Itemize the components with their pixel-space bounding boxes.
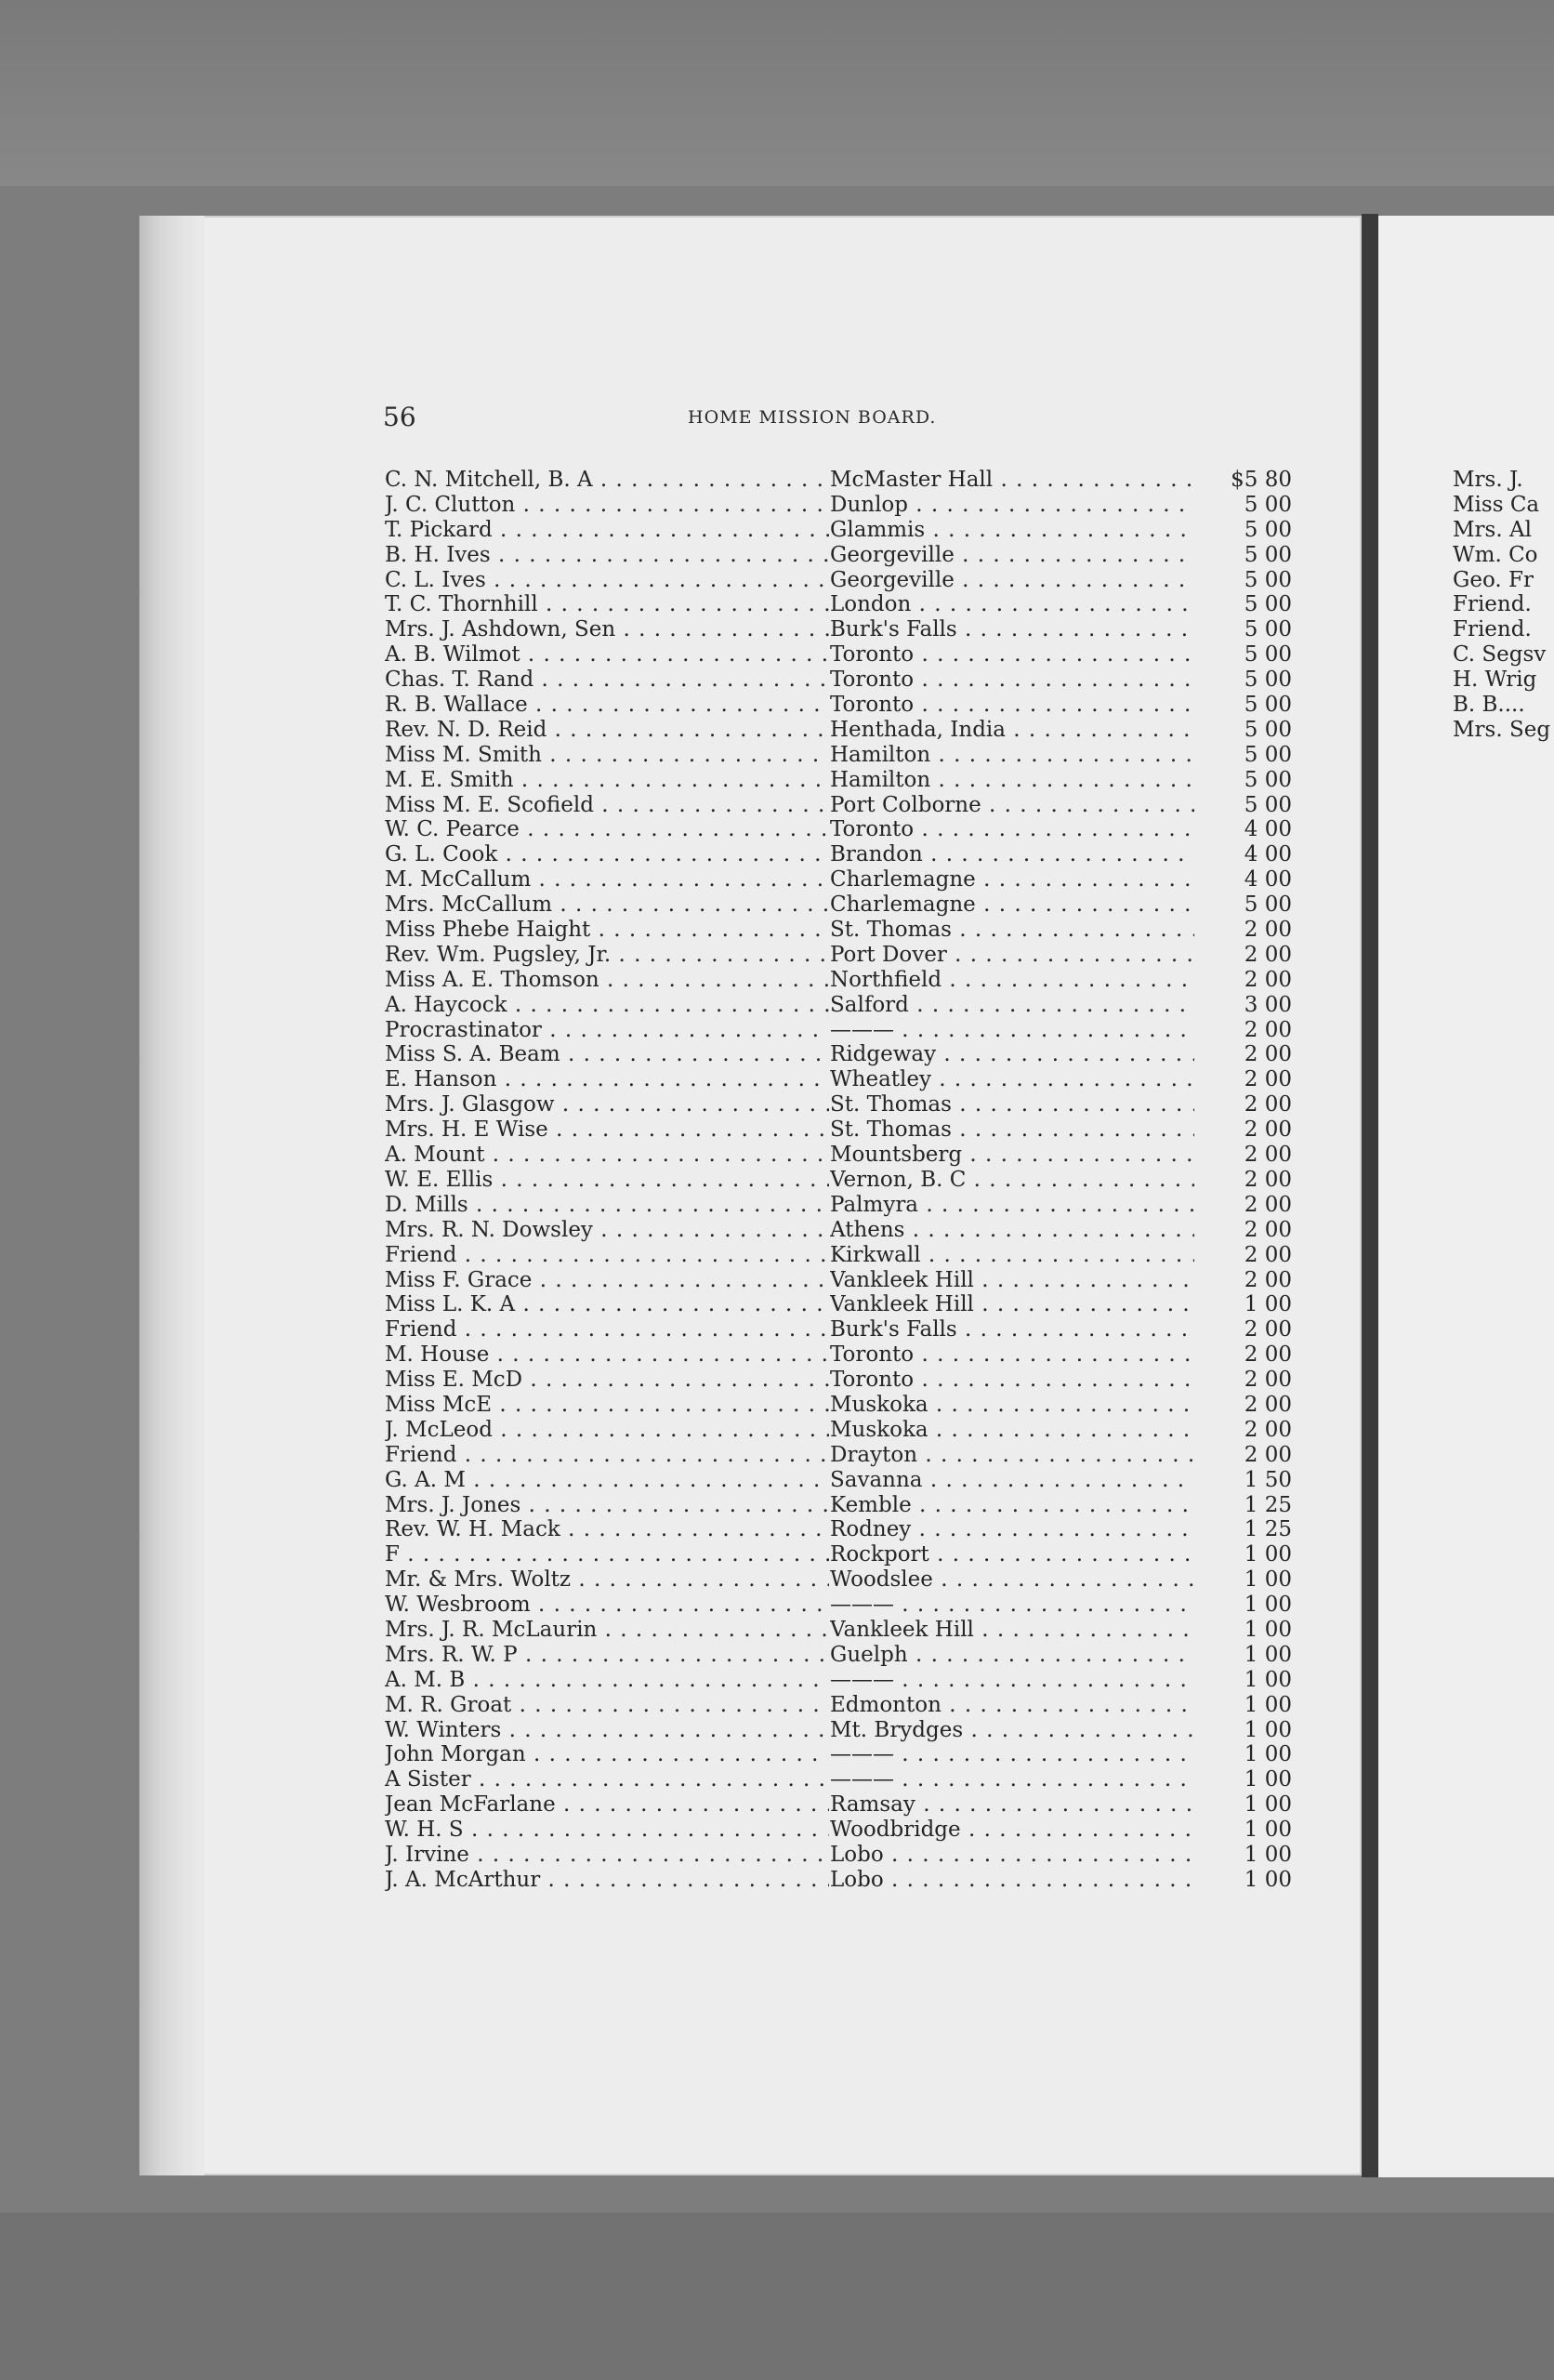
ledger-row <box>385 1767 1303 1792</box>
contributor-name: Miss A. E. Thomson . . . <box>385 968 829 993</box>
contribution-amount: 1 00 <box>1244 1717 1292 1742</box>
contributor-place: Toronto . . . <box>830 693 1194 718</box>
contributor-place: Northfield . . . <box>830 968 1194 993</box>
contributor-place: Rockport . . . <box>830 1542 1194 1567</box>
ledger-row <box>385 817 1303 842</box>
contribution-amount: 1 00 <box>1244 1667 1292 1692</box>
ledger-row <box>385 1493 1303 1518</box>
contributor-place: Lobo . . . <box>830 1843 1194 1868</box>
contribution-amount: 1 25 <box>1244 1492 1292 1517</box>
contribution-amount: 2 00 <box>1244 1442 1292 1467</box>
contribution-amount: 2 00 <box>1244 1217 1292 1242</box>
contributor-name: Rev. N. D. Reid . . . <box>385 718 829 743</box>
book-gutter <box>1362 214 1378 2177</box>
scan-background-bottom <box>0 2213 1554 2380</box>
ledger-row <box>385 1668 1303 1693</box>
ledger-row <box>385 743 1303 768</box>
ledger-row <box>385 543 1303 568</box>
contributor-name: G. L. Cook . . . <box>385 842 829 867</box>
contributor-place: Ridgeway . . . <box>830 1042 1194 1067</box>
ledger-row <box>385 1843 1303 1868</box>
contribution-amount: 2 00 <box>1244 1167 1292 1192</box>
contribution-amount: 2 00 <box>1244 942 1292 967</box>
contribution-amount: 5 00 <box>1244 617 1292 642</box>
contribution-amount: 2 00 <box>1244 1067 1292 1092</box>
ledger-row <box>385 668 1303 693</box>
contribution-amount: 2 00 <box>1244 1092 1292 1117</box>
ledger-row <box>385 1618 1303 1643</box>
contribution-amount: 2 00 <box>1244 1242 1292 1267</box>
contributor-name: W. Winters . . . <box>385 1718 829 1743</box>
contribution-amount: 3 00 <box>1244 992 1292 1017</box>
contributor-place: ——— . . . <box>830 1742 1194 1767</box>
contributor-name: A Sister . . . <box>385 1767 829 1792</box>
contributor-place: Ramsay . . . <box>830 1792 1194 1818</box>
ledger-row <box>385 1418 1303 1443</box>
contributor-place: Vernon, B. C . . . <box>830 1168 1194 1193</box>
ledger-row <box>385 493 1303 518</box>
page-edge-shading <box>139 216 204 2175</box>
page-title: HOME MISSION BOARD. <box>688 407 937 428</box>
contributor-place: St. Thomas . . . <box>830 1117 1194 1143</box>
contributor-place: ——— . . . <box>830 1767 1194 1792</box>
ledger-row <box>385 867 1303 892</box>
facing-page-entry: Mrs. J. <box>1453 468 1523 492</box>
contributor-name: Mrs. J. Glasgow . . . <box>385 1092 829 1117</box>
ledger-row <box>385 518 1303 543</box>
contributor-place: Athens . . . <box>830 1218 1194 1243</box>
contribution-amount: 1 00 <box>1244 1867 1292 1892</box>
contribution-amount: 4 00 <box>1244 842 1292 867</box>
contributor-name: Mrs. McCallum . . . <box>385 892 829 918</box>
ledger-row <box>385 1168 1303 1193</box>
contribution-amount: 5 00 <box>1244 668 1292 693</box>
contributor-name: Miss L. K. A . . . <box>385 1292 829 1317</box>
ledger-row <box>385 1042 1303 1067</box>
ledger-row <box>385 1117 1303 1143</box>
facing-page-list <box>1453 468 1550 743</box>
contributor-place: Port Dover . . . <box>830 943 1194 968</box>
contribution-amount: 4 00 <box>1244 867 1292 892</box>
contribution-amount: 1 00 <box>1244 1292 1292 1317</box>
contributor-name: J. C. Clutton . . . <box>385 493 829 518</box>
contributor-name: T. C. Thornhill . . . <box>385 592 829 617</box>
ledger-row <box>385 1593 1303 1618</box>
contribution-amount: 1 00 <box>1244 1617 1292 1642</box>
contribution-amount: 5 00 <box>1244 693 1292 718</box>
contributor-name: Miss Phebe Haight . . . <box>385 918 829 943</box>
contributor-name: A. Haycock . . . <box>385 993 829 1018</box>
contribution-amount: 4 00 <box>1244 817 1292 842</box>
contribution-amount: 2 00 <box>1244 1368 1292 1393</box>
ledger-row <box>385 1067 1303 1092</box>
contribution-amount: 2 00 <box>1244 1342 1292 1368</box>
contribution-amount: 5 00 <box>1244 742 1292 767</box>
contributor-name: Rev. W. H. Mack . . . <box>385 1517 829 1542</box>
contributor-place: Georgeville . . . <box>830 568 1194 593</box>
contributor-name: Miss F. Grace . . . <box>385 1268 829 1293</box>
contribution-amount: 2 00 <box>1244 1042 1292 1067</box>
facing-page-entry: B. B.... <box>1453 693 1525 718</box>
contributor-place: Henthada, India . . . <box>830 718 1194 743</box>
contributor-name: D. Mills . . . <box>385 1193 829 1218</box>
facing-page-entry: Wm. Co <box>1453 542 1538 567</box>
contribution-amount: 1 25 <box>1244 1517 1292 1542</box>
facing-page-entry: Mrs. Seg <box>1453 717 1551 742</box>
facing-page-entry: C. Segsv <box>1453 642 1547 668</box>
contributor-place: ——— . . . <box>830 1593 1194 1618</box>
contributor-name: F . . . <box>385 1542 829 1567</box>
ledger-row <box>385 1342 1303 1368</box>
contributor-name: W. C. Pearce . . . <box>385 817 829 842</box>
contribution-amount: 2 00 <box>1244 1417 1292 1442</box>
contributor-name: J. Irvine . . . <box>385 1843 829 1868</box>
ledger-row <box>385 468 1303 493</box>
contribution-amount: 5 00 <box>1244 642 1292 668</box>
scan-background-top <box>0 0 1554 214</box>
contributor-name: M. McCallum . . . <box>385 867 829 892</box>
contribution-amount: 2 00 <box>1244 1267 1292 1292</box>
ledger-row <box>385 617 1303 642</box>
contributor-place: ——— . . . <box>830 1668 1194 1693</box>
contributor-place: Kirkwall . . . <box>830 1243 1194 1268</box>
ledger-row <box>385 793 1303 818</box>
contributor-place: Glammis . . . <box>830 518 1194 543</box>
contribution-amount: $5 80 <box>1231 468 1292 492</box>
contributor-place: Woodbridge . . . <box>830 1818 1194 1843</box>
contributor-name: M. E. Smith . . . <box>385 768 829 793</box>
contributor-place: Muskoka . . . <box>830 1393 1194 1418</box>
contribution-amount: 1 00 <box>1244 1593 1292 1618</box>
ledger-row <box>385 1792 1303 1818</box>
contributor-place: Palmyra . . . <box>830 1193 1194 1218</box>
contributor-name: Miss S. A. Beam . . . <box>385 1042 829 1067</box>
contributor-name: Mrs. J. Jones . . . <box>385 1493 829 1518</box>
ledger-row <box>385 718 1303 743</box>
contributor-name: Chas. T. Rand . . . <box>385 668 829 693</box>
contribution-amount: 5 00 <box>1244 592 1292 617</box>
contributor-name: M. House . . . <box>385 1342 829 1368</box>
ledger-row <box>385 642 1303 668</box>
contribution-amount: 1 00 <box>1244 1742 1292 1767</box>
contributor-place: Hamilton . . . <box>830 768 1194 793</box>
contributor-place: Kemble . . . <box>830 1493 1194 1518</box>
contributor-name: Rev. Wm. Pugsley, Jr. . . . <box>385 943 829 968</box>
contribution-amount: 5 00 <box>1244 492 1292 517</box>
contributor-name: B. H. Ives . . . <box>385 543 829 568</box>
running-head <box>383 402 1312 433</box>
contribution-amount: 5 00 <box>1244 792 1292 817</box>
contributor-name: Miss E. McD . . . <box>385 1368 829 1393</box>
contribution-amount: 5 00 <box>1244 767 1292 792</box>
contributor-name: E. Hanson . . . <box>385 1067 829 1092</box>
contributor-name: C. N. Mitchell, B. A . . . <box>385 468 829 493</box>
contributor-name: J. A. McArthur . . . <box>385 1868 829 1893</box>
ledger-row <box>385 1567 1303 1593</box>
facing-page-entry: H. Wrig <box>1453 668 1537 693</box>
contributor-name: Mrs. H. E Wise . . . <box>385 1117 829 1143</box>
ledger-row <box>385 693 1303 718</box>
contributor-name: Friend . . . <box>385 1243 829 1268</box>
contributor-place: St. Thomas . . . <box>830 918 1194 943</box>
contribution-list <box>385 468 1303 1893</box>
ledger-row <box>385 1443 1303 1468</box>
ledger-row <box>385 1468 1303 1493</box>
contributor-name: Procrastinator . . . <box>385 1018 829 1043</box>
contributor-name: Mrs. J. Ashdown, Sen . . . <box>385 617 829 642</box>
contributor-place: Charlemagne . . . <box>830 867 1194 892</box>
ledger-row <box>385 842 1303 867</box>
contributor-place: Port Colborne . . . <box>830 793 1194 818</box>
contributor-place: Toronto . . . <box>830 1368 1194 1393</box>
contributor-name: A. B. Wilmot . . . <box>385 642 829 668</box>
contributor-name: R. B. Wallace . . . <box>385 693 829 718</box>
page-number: 56 <box>383 402 416 432</box>
contributor-name: W. Wesbroom . . . <box>385 1593 829 1618</box>
ledger-row <box>385 1092 1303 1117</box>
ledger-row <box>385 1693 1303 1718</box>
contributor-place: Toronto . . . <box>830 642 1194 668</box>
ledger-row <box>385 1243 1303 1268</box>
ledger-row <box>385 1018 1303 1043</box>
contributor-place: Woodslee . . . <box>830 1567 1194 1593</box>
contributor-name: Jean McFarlane . . . <box>385 1792 829 1818</box>
contributor-place: Toronto . . . <box>830 817 1194 842</box>
ledger-row <box>385 1193 1303 1218</box>
contributor-place: Mountsberg . . . <box>830 1143 1194 1168</box>
ledger-row <box>385 1317 1303 1342</box>
contribution-amount: 1 00 <box>1244 1642 1292 1667</box>
contribution-amount: 1 50 <box>1244 1467 1292 1492</box>
ledger-row <box>385 1143 1303 1168</box>
contributor-place: Georgeville . . . <box>830 543 1194 568</box>
contributor-place: Drayton . . . <box>830 1443 1194 1468</box>
contribution-amount: 1 00 <box>1244 1818 1292 1843</box>
contributor-name: M. R. Groat . . . <box>385 1693 829 1718</box>
contributor-place: Vankleek Hill . . . <box>830 1292 1194 1317</box>
ledger-row <box>385 1292 1303 1317</box>
contributor-name: Mrs. R. N. Dowsley . . . <box>385 1218 829 1243</box>
ledger-row <box>385 1643 1303 1668</box>
facing-page-entry: Friend. <box>1453 617 1532 642</box>
contributor-place: Savanna . . . <box>830 1468 1194 1493</box>
contributor-place: Dunlop . . . <box>830 493 1194 518</box>
contributor-name: Mrs. J. R. McLaurin . . . <box>385 1618 829 1643</box>
facing-page-entry: Mrs. Al <box>1453 517 1532 542</box>
ledger-row <box>385 918 1303 943</box>
contributor-place: Edmonton . . . <box>830 1693 1194 1718</box>
contributor-name: Miss M. Smith . . . <box>385 743 829 768</box>
ledger-row <box>385 768 1303 793</box>
ledger-row <box>385 1268 1303 1293</box>
contributor-place: Toronto . . . <box>830 1342 1194 1368</box>
contributor-place: Rodney . . . <box>830 1517 1194 1542</box>
contributor-place: Vankleek Hill . . . <box>830 1618 1194 1643</box>
ledger-row <box>385 1818 1303 1843</box>
contributor-place: ——— . . . <box>830 1018 1194 1043</box>
contribution-amount: 5 00 <box>1244 717 1292 742</box>
contributor-name: Miss McE . . . <box>385 1393 829 1418</box>
contribution-amount: 5 00 <box>1244 892 1292 918</box>
ledger-row <box>385 592 1303 617</box>
contribution-amount: 2 00 <box>1244 967 1292 992</box>
contributor-place: Burk's Falls . . . <box>830 617 1194 642</box>
contribution-amount: 1 00 <box>1244 1567 1292 1593</box>
contribution-amount: 1 00 <box>1244 1542 1292 1567</box>
contribution-amount: 1 00 <box>1244 1767 1292 1792</box>
contribution-amount: 1 00 <box>1244 1842 1292 1867</box>
contributor-name: W. H. S . . . <box>385 1818 829 1843</box>
contributor-name: Friend . . . <box>385 1317 829 1342</box>
contribution-amount: 2 00 <box>1244 1017 1292 1042</box>
ledger-row <box>385 1542 1303 1567</box>
contribution-amount: 1 00 <box>1244 1792 1292 1818</box>
contribution-amount: 2 00 <box>1244 918 1292 943</box>
contributor-place: London . . . <box>830 592 1194 617</box>
contribution-amount: 1 00 <box>1244 1692 1292 1717</box>
contributor-name: Mrs. R. W. P . . . <box>385 1643 829 1668</box>
contributor-name: C. L. Ives . . . <box>385 568 829 593</box>
contributor-place: Guelph . . . <box>830 1643 1194 1668</box>
contributor-place: Wheatley . . . <box>830 1067 1194 1092</box>
contributor-place: Burk's Falls . . . <box>830 1317 1194 1342</box>
contributor-name: John Morgan . . . <box>385 1742 829 1767</box>
contributor-place: St. Thomas . . . <box>830 1092 1194 1117</box>
contribution-amount: 2 00 <box>1244 1392 1292 1417</box>
ledger-row <box>385 892 1303 918</box>
contributor-name: G. A. M . . . <box>385 1468 829 1493</box>
contribution-amount: 2 00 <box>1244 1117 1292 1143</box>
contributor-name: Friend . . . <box>385 1443 829 1468</box>
contributor-name: T. Pickard . . . <box>385 518 829 543</box>
ledger-row <box>385 1368 1303 1393</box>
facing-page-entry: Geo. Fr <box>1453 567 1534 592</box>
contributor-place: McMaster Hall . . . <box>830 468 1194 493</box>
ledger-row <box>385 1517 1303 1542</box>
ledger-row <box>385 1718 1303 1743</box>
facing-page-entry: Friend. <box>1453 592 1532 617</box>
contribution-amount: 2 00 <box>1244 1143 1292 1168</box>
contributor-place: Toronto . . . <box>830 668 1194 693</box>
contributor-name: Miss M. E. Scofield . . . <box>385 793 829 818</box>
contribution-amount: 2 00 <box>1244 1192 1292 1217</box>
contribution-amount: 5 00 <box>1244 567 1292 592</box>
facing-page-entry: Miss Ca <box>1453 492 1540 517</box>
contribution-amount: 2 00 <box>1244 1317 1292 1342</box>
contributor-name: W. E. Ellis . . . <box>385 1168 829 1193</box>
contributor-place: Lobo . . . <box>830 1868 1194 1893</box>
ledger-row <box>385 968 1303 993</box>
ledger-row <box>385 993 1303 1018</box>
ledger-row <box>385 1393 1303 1418</box>
contributor-place: Muskoka . . . <box>830 1418 1194 1443</box>
contribution-amount: 5 00 <box>1244 542 1292 567</box>
contributor-place: Charlemagne . . . <box>830 892 1194 918</box>
ledger-row <box>385 1868 1303 1893</box>
contributor-name: J. McLeod . . . <box>385 1418 829 1443</box>
contributor-name: A. Mount . . . <box>385 1143 829 1168</box>
contributor-place: Salford . . . <box>830 993 1194 1018</box>
ledger-row <box>385 1218 1303 1243</box>
contributor-place: Mt. Brydges . . . <box>830 1718 1194 1743</box>
contributor-place: Hamilton . . . <box>830 743 1194 768</box>
contribution-amount: 5 00 <box>1244 517 1292 542</box>
contributor-place: Vankleek Hill . . . <box>830 1268 1194 1293</box>
ledger-row <box>385 943 1303 968</box>
ledger-row <box>385 1742 1303 1767</box>
contributor-name: Mr. & Mrs. Woltz . . . <box>385 1567 829 1593</box>
contributor-name: A. M. B . . . <box>385 1668 829 1693</box>
ledger-row <box>385 568 1303 593</box>
contributor-place: Brandon . . . <box>830 842 1194 867</box>
